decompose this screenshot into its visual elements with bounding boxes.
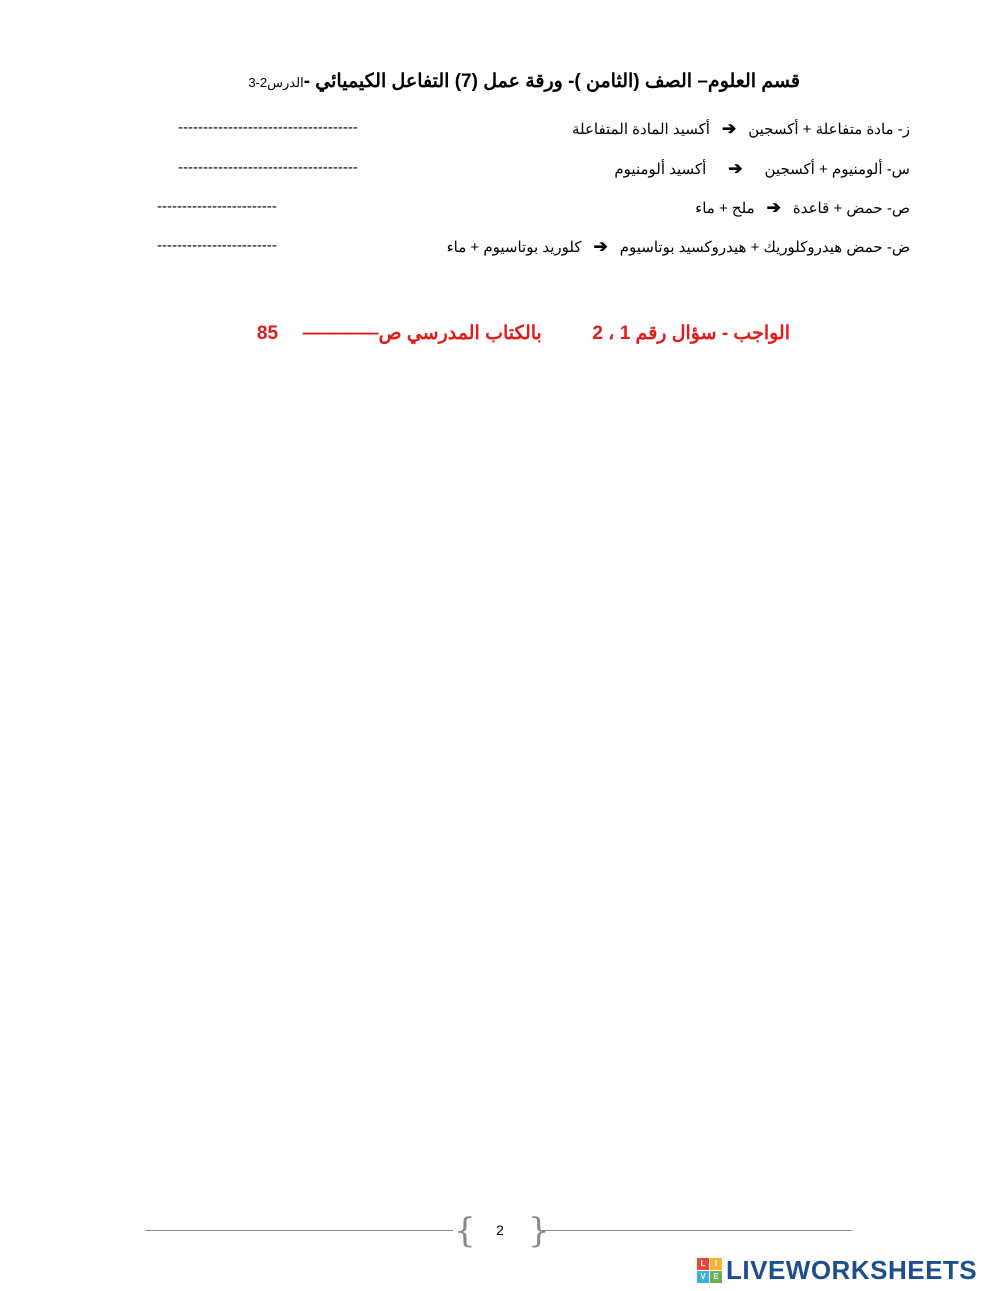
homework-page: 85 — [256, 323, 279, 344]
footer-rule-left — [145, 1230, 453, 1231]
answer-blank[interactable]: ------------------------------------ — [178, 159, 358, 176]
liveworksheets-logo — [697, 1256, 997, 1284]
homework-label: الواجب - سؤال رقم 1 ، 2 — [592, 323, 790, 344]
equation-left: س- ألومنيوم + أكسجين — [764, 161, 910, 178]
equation-row-3 — [150, 198, 910, 224]
equation-right: أكسيد المادة المتفاعلة — [571, 121, 710, 138]
arrow-icon: ➔ — [721, 119, 737, 138]
logo-text: LIVEWORKSHEETS — [726, 1254, 978, 1285]
equation-left: ض- حمض هيدروكلوريك + هيدروكسيد بوتاسيوم — [619, 239, 910, 256]
left-brace-icon: { — [454, 1211, 476, 1251]
arrow-icon: ➔ — [766, 198, 781, 217]
logo-block: L — [697, 1258, 709, 1270]
footer-rule-right — [542, 1230, 852, 1231]
right-brace-icon: } — [528, 1211, 550, 1251]
homework-dash: ———— — [302, 323, 379, 344]
logo-icon — [697, 1258, 722, 1283]
equation-row-2 — [150, 159, 910, 185]
equation-right: كلوريد بوتاسيوم + ماء — [446, 239, 582, 256]
logo-block: E — [710, 1271, 722, 1283]
answer-blank[interactable]: ------------------------ — [157, 237, 277, 254]
title-lesson: الدرس2-3 — [248, 75, 304, 90]
equation-left: ص- حمض + قاعدة — [792, 200, 910, 217]
equation-row-1 — [150, 119, 910, 145]
page-number: 2 — [496, 1222, 504, 1238]
equation-row-4 — [150, 237, 910, 263]
page-title — [150, 70, 800, 104]
logo-block: V — [697, 1271, 709, 1283]
logo-block: I — [710, 1258, 722, 1270]
equation-left: ز- مادة متفاعلة + أكسجين — [748, 121, 910, 138]
title-main: قسم العلوم– الصف (الثامن )- ورقة عمل (7) التفاعل الكيميائي - — [303, 71, 800, 92]
arrow-icon: ➔ — [728, 159, 743, 178]
homework-book: بالكتاب المدرسي ص — [378, 323, 542, 344]
answer-blank[interactable]: ------------------------------------ — [178, 119, 358, 136]
answer-blank[interactable]: ------------------------ — [157, 198, 277, 215]
homework-line — [200, 322, 790, 352]
equation-right: ملح + ماء — [695, 200, 755, 217]
equation-right: أكسيد ألومنيوم — [614, 161, 707, 178]
arrow-icon: ➔ — [593, 237, 608, 256]
